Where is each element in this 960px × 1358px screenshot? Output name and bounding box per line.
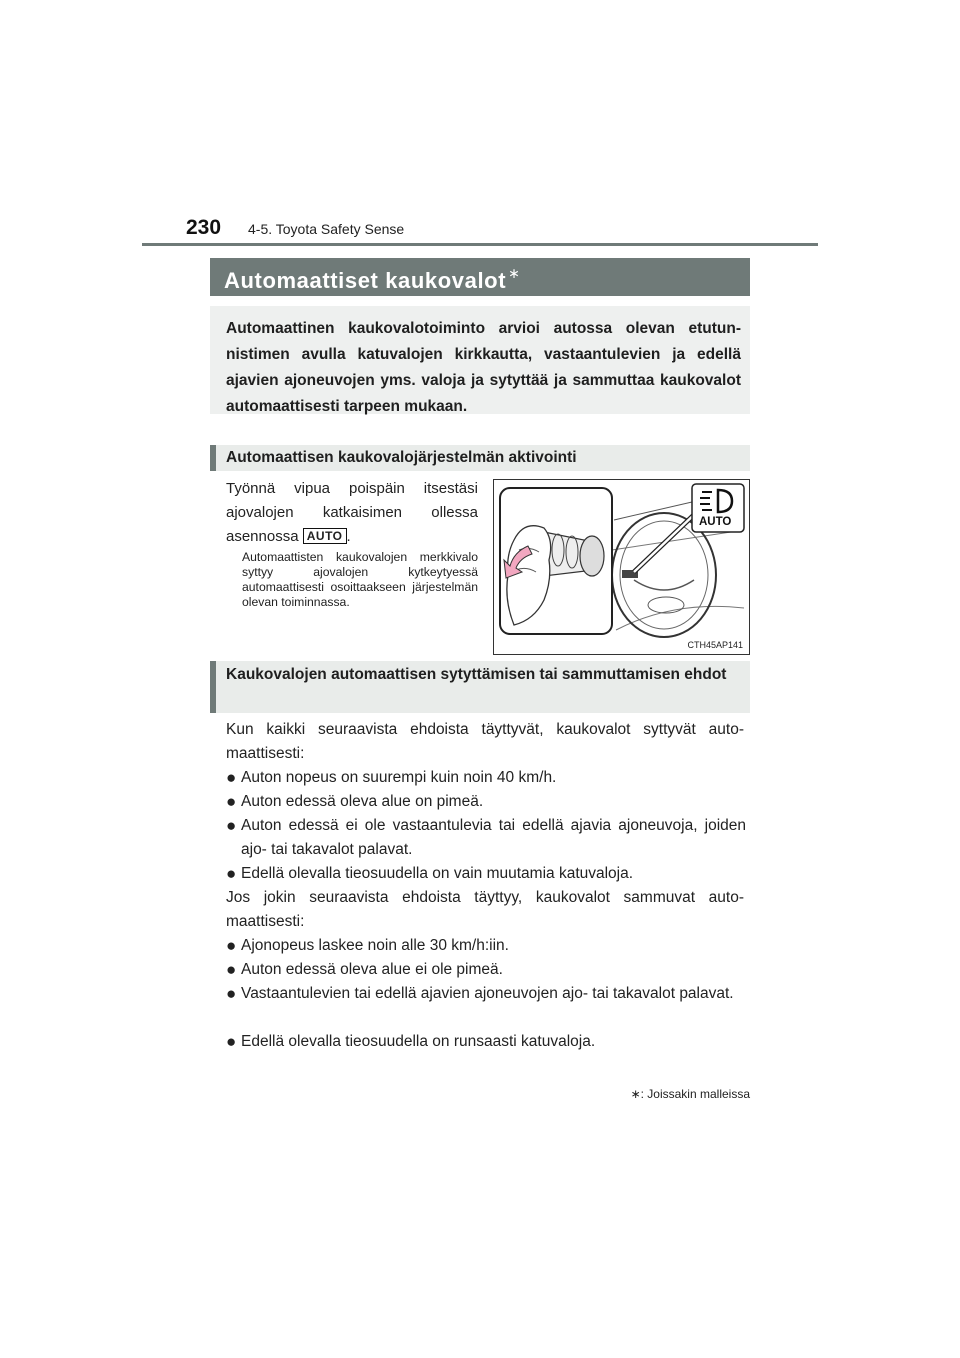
chapter-title: 4-5. Toyota Safety Sense: [248, 221, 405, 237]
list-item: ● Edellä olevalla tieosuudella on runsaasti katuvaloja.: [226, 1030, 746, 1054]
list-item: ● Auton edessä oleva alue on pimeä.: [226, 790, 746, 814]
bullet-icon: ●: [226, 864, 237, 883]
bullet-icon: ●: [226, 816, 237, 835]
bullet-icon: ●: [226, 984, 237, 1003]
figure-code: CTH45AP141: [687, 640, 743, 650]
steering-lever-figure: [493, 479, 750, 655]
asterisk-icon: ∗: [630, 1087, 641, 1101]
list-item: ● Edellä olevalla tieosuudella on vain muutamia katuvaloja.: [226, 862, 746, 886]
indicator-note: Automaattisten kaukovalojen merkkivalo syttyy ajovalojen kytkeytyessä automaattisesti osoittaakseen järjestelmän olevan toiminnassa.: [242, 550, 478, 609]
footnote-text: : Joissakin malleissa: [640, 1087, 750, 1101]
subsection-heading-activation: Automaattisen kaukovalojärjestelmän aktivointi: [210, 445, 750, 471]
off-conditions-intro: Jos jokin seuraavista ehdoista täyttyy, kaukovalot sammuvat automaattisesti:: [226, 889, 744, 930]
list-item: ● Vastaantulevien tai edellä ajavien ajoneuvojen ajo- tai takavalot palavat.: [226, 982, 746, 1006]
auto-position-icon: AUTO: [303, 528, 347, 544]
footnote: [631, 1087, 750, 1101]
bullet-icon: ●: [226, 768, 237, 787]
activation-paragraph: [226, 477, 478, 549]
section-title-bar: [210, 258, 750, 296]
on-conditions-intro: Kun kaikki seuraavista ehdoista täyttyvät, kaukovalot syttyvät automaattisesti:: [226, 721, 744, 762]
list-item: ● Ajonopeus laskee noin alle 30 km/h:iin.: [226, 934, 746, 958]
bullet-icon: ●: [226, 792, 237, 811]
activation-text: Työnnä vipua poispäin itsestäsi ajovalojen katkaisimen ollessa asennossa: [226, 480, 478, 545]
section-title: Automaattiset kaukovalot: [224, 268, 507, 293]
list-item: ● Auton edessä ei ole vastaantulevia tai edellä ajavia ajoneuvoja, joiden ajo- tai takavalot palavat.: [226, 816, 746, 858]
header-divider: [142, 243, 818, 246]
list-item: ● Auton edessä oleva alue ei ole pimeä.: [226, 958, 746, 982]
asterisk-icon: ∗: [508, 265, 521, 281]
list-item: ● Auton nopeus on suurempi kuin noin 40 km/h.: [226, 766, 746, 790]
bullet-icon: ●: [226, 936, 237, 955]
bullet-icon: ●: [226, 1032, 237, 1051]
intro-box: Automaattinen kaukovalotoiminto arvioi autossa olevan etutunnistimen avulla katuvalojen kirkkautta, vastaantulevien ja edellä ajavien ajoneuvojen yms. valoja ja sytyttää ja sammuttaa kaukovalot automaattisesti tarpeen mukaan.: [210, 306, 750, 414]
page-number: 230: [186, 216, 222, 239]
auto-indicator-label: AUTO: [699, 516, 732, 528]
bullet-icon: ●: [226, 960, 237, 979]
activation-text-end: .: [346, 528, 351, 545]
steering-lever-illustration: [494, 480, 749, 654]
subsection-heading-conditions: Kaukovalojen automaattisen sytyttämisen tai sammuttamisen ehdot: [210, 661, 750, 713]
